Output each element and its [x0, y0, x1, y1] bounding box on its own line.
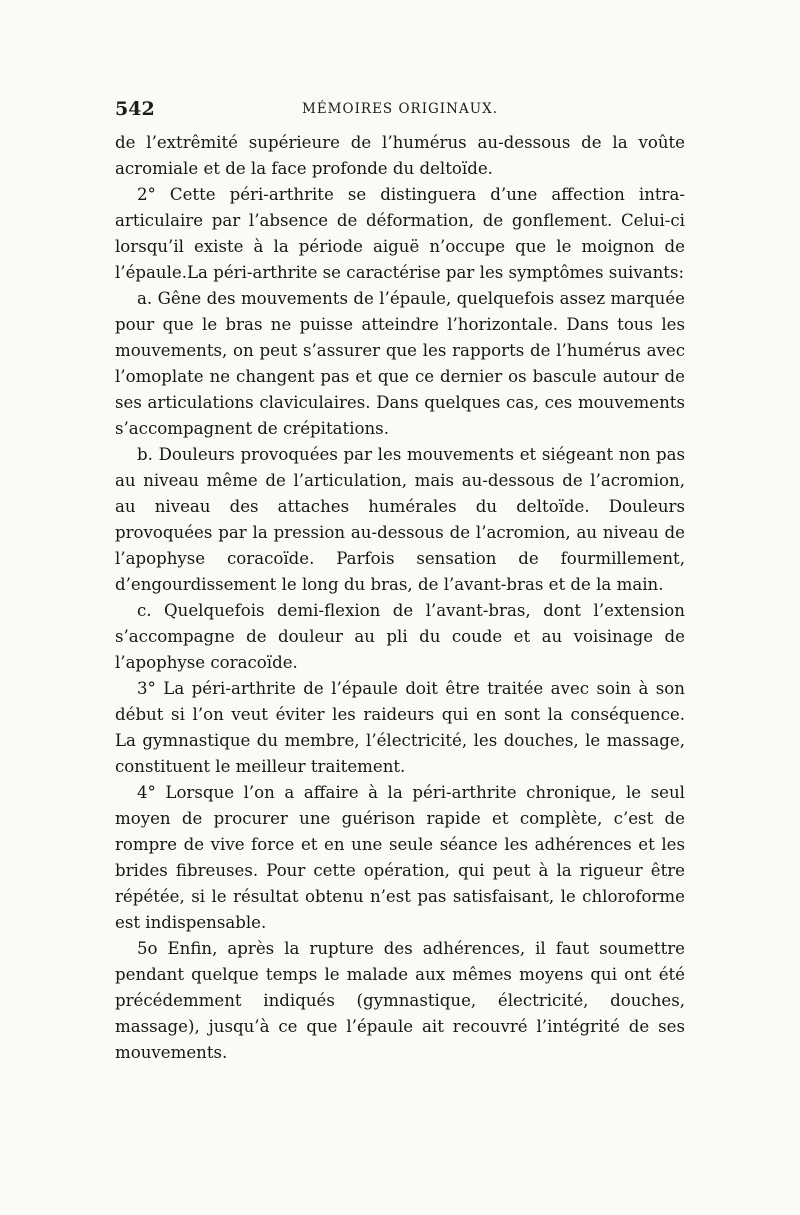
paragraph-point-4: 4° Lorsque l’on a affaire à la péri-arthrite chronique, le seul moyen de procurer une guérison rapide et complète, c’est de rompre de vive force et en une seule séance les adhérences et les brides fibreuses. Pour cette opération, qui peut à la rigueur être répétée, si le résultat obtenu n’est pas satisfaisant, le chloroforme est indispensable.: [115, 783, 685, 932]
paragraph-point-2: 2° Cette péri-arthrite se distinguera d’une affection intra-articulaire par l’absence de déformation, de gonflement. Celui-ci lorsqu’il existe à la période aiguë n’occupe que le moignon de l’épaule.La péri-arthrite se caractérise par les symptômes suivants:: [115, 185, 685, 282]
running-title: MÉMOIRES ORIGINAUX.: [302, 101, 498, 117]
paragraph-symptom-c: c. Quelquefois demi-flexion de l’avant-bras, dont l’extension s’accompagne de douleur au pli du coude et au voisinage de l’apophyse coracoïde.: [115, 601, 685, 672]
page-number: 542: [115, 98, 155, 120]
paragraph-point-3: 3° La péri-arthrite de l’épaule doit être traitée avec soin à son début si l’on veut éviter les raideurs qui en sont la conséquence. La gymnastique du membre, l’électricité, les douches, le massage, constituent le meilleur traitement.: [115, 679, 685, 776]
paragraph-symptom-a: a. Gêne des mouvements de l’épaule, quelquefois assez marquée pour que le bras ne puisse atteindre l’horizontale. Dans tous les mouvements, on peut s’assurer que les rapports de l’humérus avec l’omoplate ne changent pas et que ce dernier os bascule autour de ses articulations claviculaires. Dans quelques cas, ces mouvements s’accompagnent de crépitations.: [115, 289, 685, 438]
paragraph-symptom-b: b. Douleurs provoquées par les mouvements et siégeant non pas au niveau même de l’articulation, mais au-dessous de l’acromion, au niveau des attaches humérales du deltoïde. Douleurs provoquées par la pression au-dessous de l’acromion, au niveau de l’apophyse coracoïde. Parfois sensation de fourmillement, d’engourdissement le long du bras, de l’avant-bras et de la main.: [115, 445, 685, 594]
body-text: [115, 130, 685, 1066]
paragraph-point-5: 5o Enfin, après la rupture des adhérences, il faut soumettre pendant quelque temps le malade aux mêmes moyens qui ont été précédemment indiqués (gymnastique, électricité, douches, massage), jusqu’à ce que l’épaule ait recouvré l’intégrité de ses mouvements.: [115, 939, 685, 1062]
page-header: [115, 98, 685, 124]
paragraph-continuation: de l’extrêmité supérieure de l’humérus au-dessous de la voûte acromiale et de la face profonde du deltoïde.: [115, 133, 685, 178]
